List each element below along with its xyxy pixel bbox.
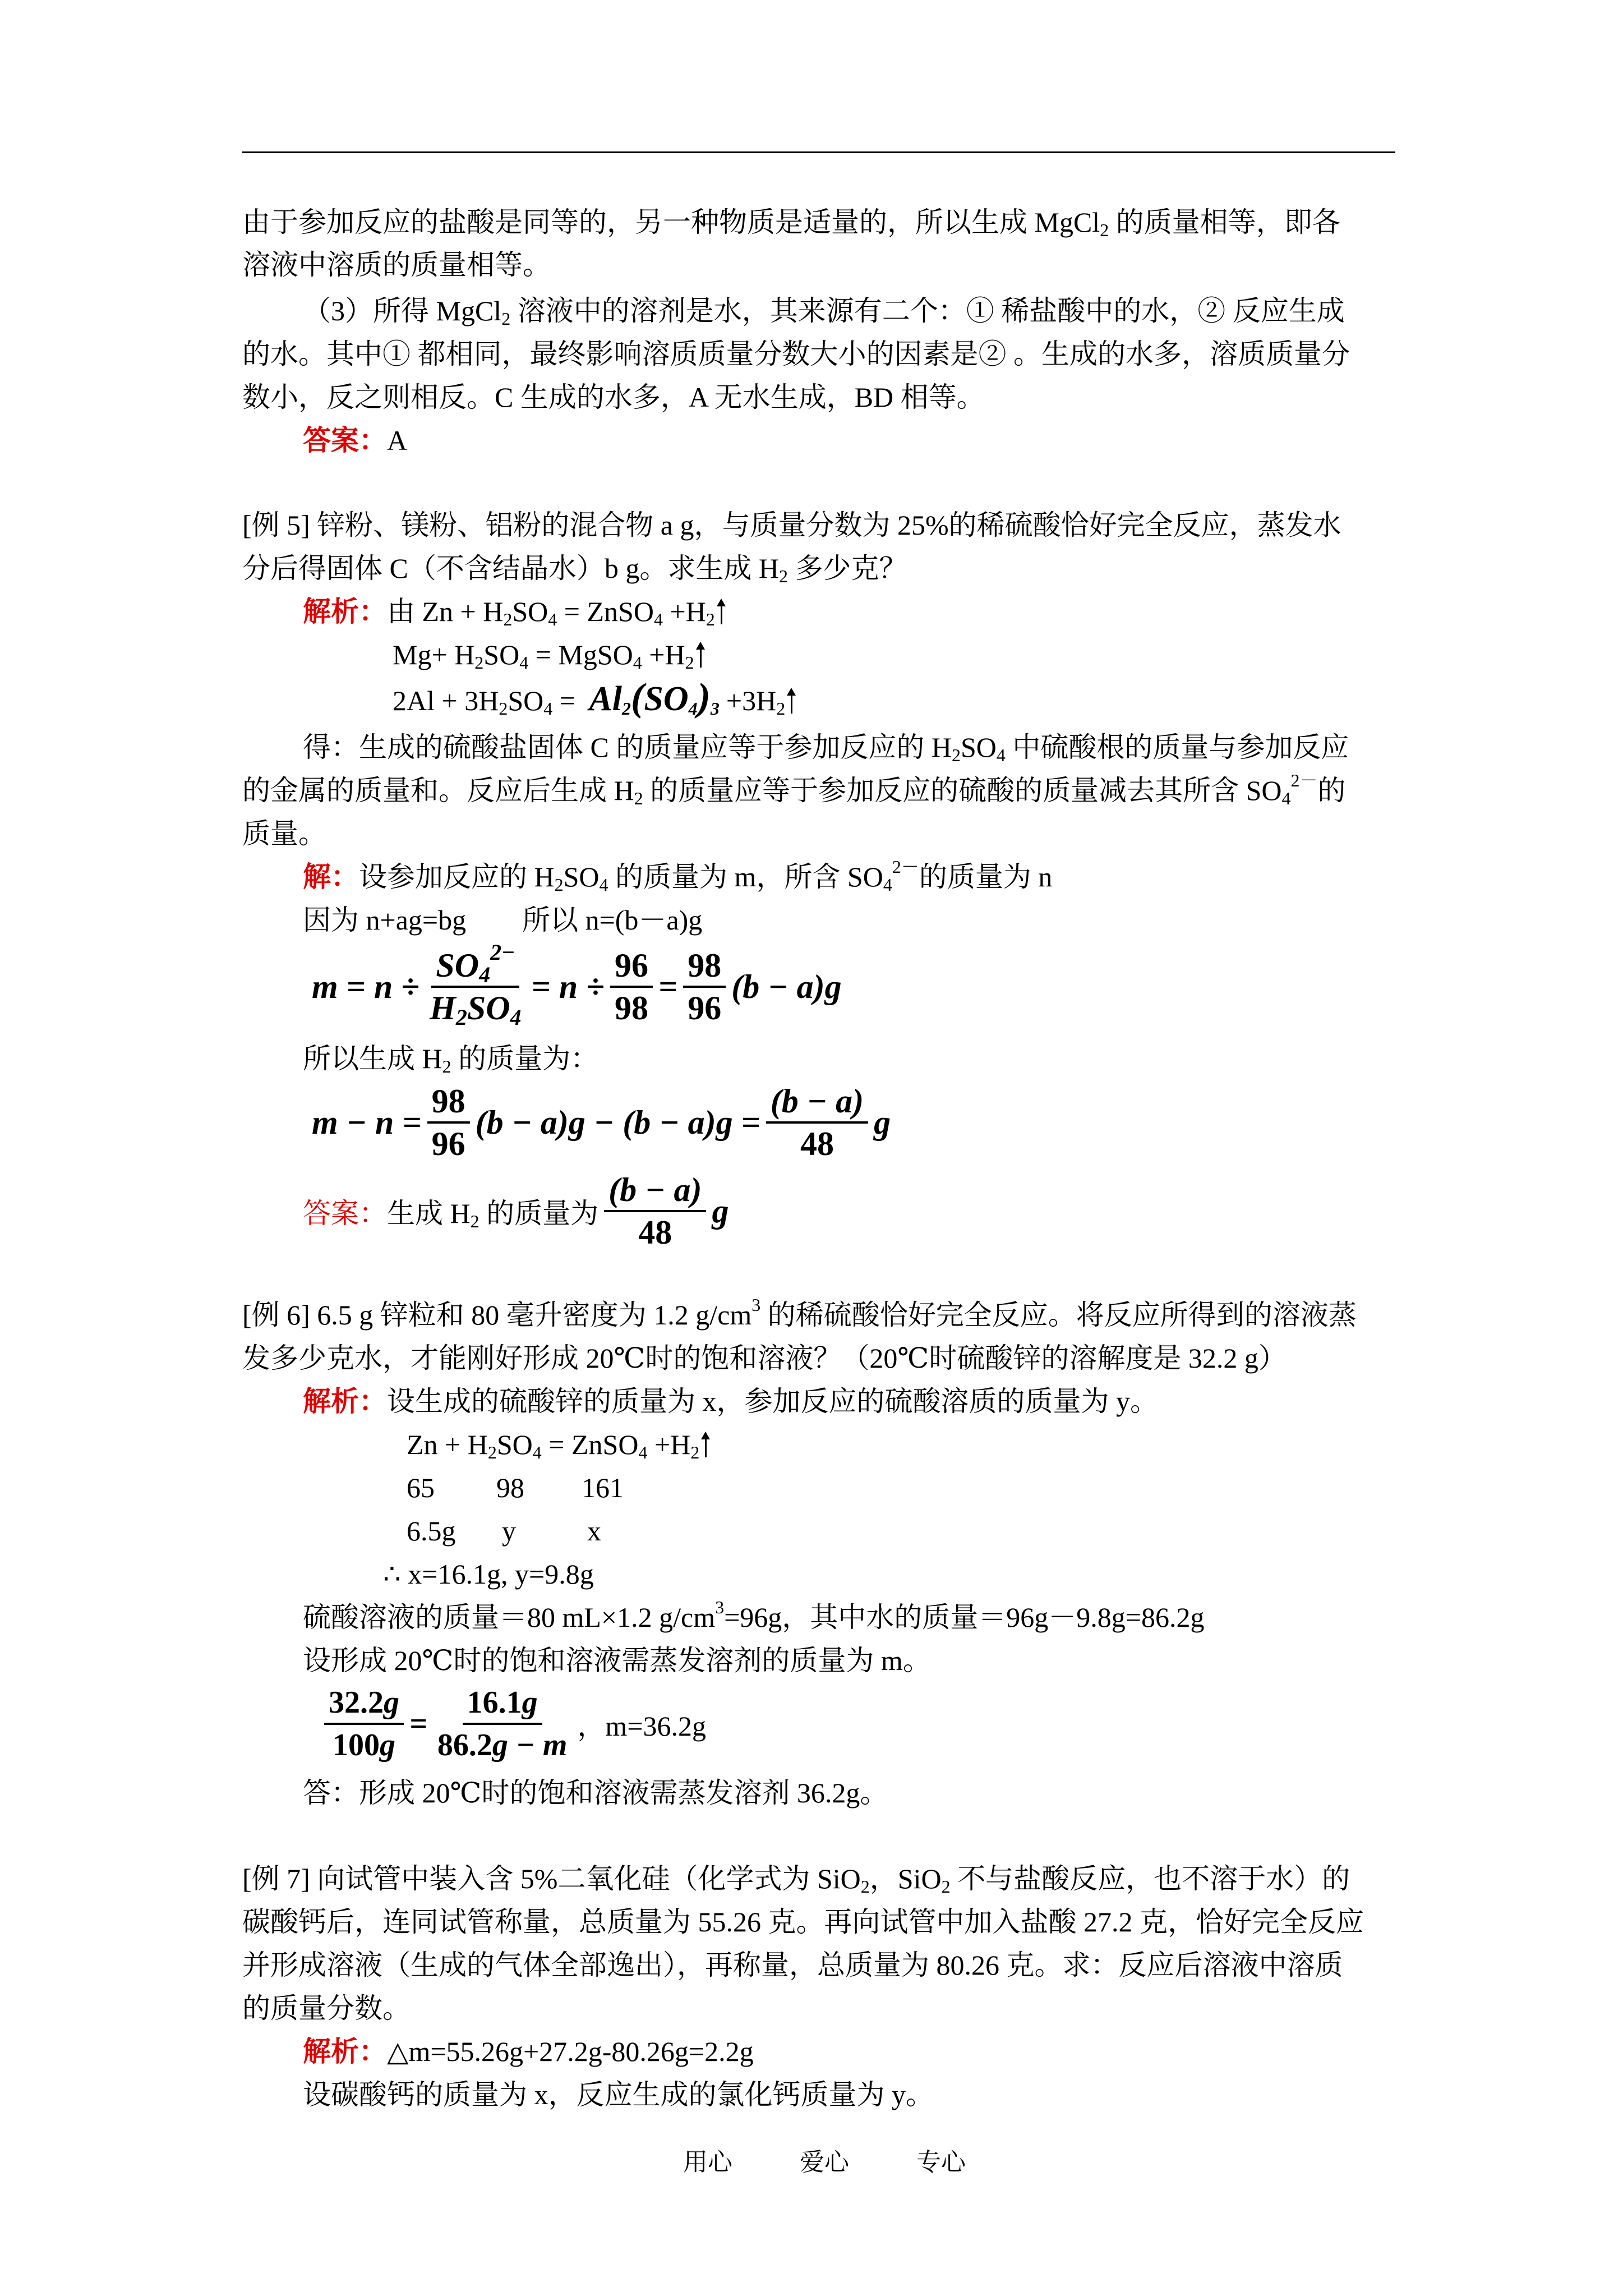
solution-line: 解：设参加反应的 $H_2SO_4$ 的质量为 m，所含 $SO_4^{2-}$的质量为 n	[303, 857, 1053, 895]
solution-line: 解析：设生成的硫酸锌的质量为 x，参加反应的硫酸溶质的质量为 y。	[303, 1386, 1158, 1417]
solution-line: 硫酸溶液的质量＝80 mL×1.2 $g/cm^3=96g$，其中水的质量＝96g－9.8g=86.2g	[303, 1597, 1205, 1633]
fraction: $\frac{SO_4^{2-}}{H_2SO_4}$	[430, 940, 522, 1030]
para-line: 溶液中溶质的质量相等。	[242, 249, 551, 280]
solution-line: 因为 n+ag=bg 所以 n=(b－a)g	[303, 904, 703, 936]
fraction: $\frac{98}{96}$	[427, 1082, 470, 1163]
solution-line: 设碳酸钙的质量为 x，反应生成的氯化钙质量为 y。	[303, 2079, 934, 2110]
fraction: $\frac{(b - a)}{48}$	[604, 1171, 706, 1251]
formula-m: m = n ÷ $\frac{SO_4^{2-}}{H_2SO_4}$ = n ÷ $\frac{96}{98}$ = $\frac{98}{96}$ (b − a)g	[312, 940, 842, 1030]
up-arrow-icon	[700, 644, 702, 668]
example-7-question: 并形成溶液（生成的气体全部逸出），再称量，总质量为 80.26 克。求：反应后溶液中溶质	[242, 1949, 1343, 1981]
para-line: 数小，反之则相反。C 生成的水多，A 无水生成，BD 相等。	[242, 381, 985, 413]
fraction: $\frac{16.1g}{86.2g - m}$	[433, 1683, 572, 1764]
para-line: （3）所得 MgCl$_2$ 溶液中的溶剂是水，其来源有二个：① 稀盐酸中的水，② 反应生成	[303, 295, 1345, 329]
formula-m-minus-n: m − n = $\frac{98}{96}$ (b − a)g − (b − a)g = $\frac{(b - a)}{48}$ g	[312, 1083, 891, 1162]
result-line: ∴ x=16.1g, y=9.8g	[383, 1558, 594, 1590]
up-arrow-icon	[705, 1434, 707, 1457]
fraction: $\frac{98}{96}$	[683, 946, 726, 1027]
fraction: $\frac{32.2g}{100g}$	[324, 1683, 404, 1764]
example-6-question: 发多少克水，才能刚好形成 20℃时的饱和溶液？（20℃时硫酸锌的溶解度是 32.2 g）	[242, 1342, 1287, 1374]
solution-line: 所以生成 $H_2$ 的质量为：	[303, 1043, 599, 1076]
up-arrow-icon	[721, 601, 722, 624]
example-6-question: [例 6] 6.5 g 锌粒和 80 毫升密度为 1.2 $g/cm^3$ 的稀硫酸恰好完全反应。将反应所得到的溶液蒸	[242, 1295, 1357, 1331]
fraction: $\frac{(b - a)}{48}$	[766, 1082, 868, 1163]
para-line: 的金属的质量和。反应后生成 $H_2$ 的质量应等于参加反应的硫酸的质量减去其所含 $SO_4^{2-}$的	[242, 770, 1346, 808]
up-arrow-icon	[791, 690, 792, 714]
solution-line: 解析：△m=55.26g+27.2g-80.26g=2.2g	[303, 2036, 754, 2067]
para-line: 质量。	[242, 818, 326, 849]
example-7-question: [例 7] 向试管中装入含 5%二氧化硅（化学式为 SiO$_2$，SiO$_2$ 不与盐酸反应，也不溶于水）的	[242, 1863, 1350, 1897]
answer-line: 答案：A	[303, 425, 408, 456]
para-line: 由于参加反应的盐酸是同等的，另一种物质是适量的，所以生成 MgCl$_2$ 的质量相等，即各	[242, 206, 1340, 240]
solution-line: 设形成 20℃时的饱和溶液需蒸发溶剂的质量为 m。	[303, 1645, 931, 1676]
example-7-question: 碳酸钙后，连同试管称量，总质量为 55.26 克。再向试管中加入盐酸 27.2 克，恰好完全反应	[242, 1906, 1364, 1938]
para-line: 得：生成的硫酸盐固体 C 的质量应等于参加反应的 $H_2SO_4$ 中硫酸根的质量与参加反应	[303, 731, 1349, 765]
equation-mg: $Mg+ H_2SO_4$ = MgSO$_4$ $+H_2$	[393, 638, 702, 671]
aluminium-sulfate-formula: $Al_2(SO_4)_3$	[589, 676, 720, 719]
example-5-question: [例 5] 锌粉、镁粉、铝粉的混合物 a g，与质量分数为 25%的稀硫酸恰好完全反应，蒸发水	[242, 509, 1341, 541]
header-rule	[242, 151, 1395, 153]
example-7-question: 的质量分数。	[242, 1993, 411, 2024]
example-5-question: 分后得固体 C（不含结晶水）b g。求生成 $H_2$ 多少克？	[242, 553, 907, 586]
equation-zn: 解析：由 $Zn + H_2SO_4$ = ZnSO$_4$ $+H_2$	[303, 595, 722, 628]
formula-proportion: $\frac{32.2g}{100g}$ = $\frac{16.1g}{86.2g - m}$ ，m=36.2g	[319, 1682, 706, 1766]
page-footer: 用心 爱心 专心	[683, 2148, 966, 2176]
equation-al: $2Al + 3H_2SO_4 = Al_2(SO_4)_3 +3H_2$	[393, 681, 792, 717]
fraction: $\frac{96}{98}$	[610, 946, 653, 1027]
equation-zn: $Zn + H_2SO_4$ = ZnSO$_4$ $+H_2$	[407, 1428, 707, 1461]
para-line: 的水。其中① 都相同，最终影响溶质质量分数大小的因素是② 。生成的水多，溶质质量分	[242, 338, 1350, 370]
answer-line: 答案： 生成 $H_2$ 的质量为 $\frac{(b - a)}{48}$ g	[303, 1171, 729, 1251]
answer-line: 答：形成 20℃时的饱和溶液需蒸发溶剂 36.2g。	[303, 1777, 888, 1809]
